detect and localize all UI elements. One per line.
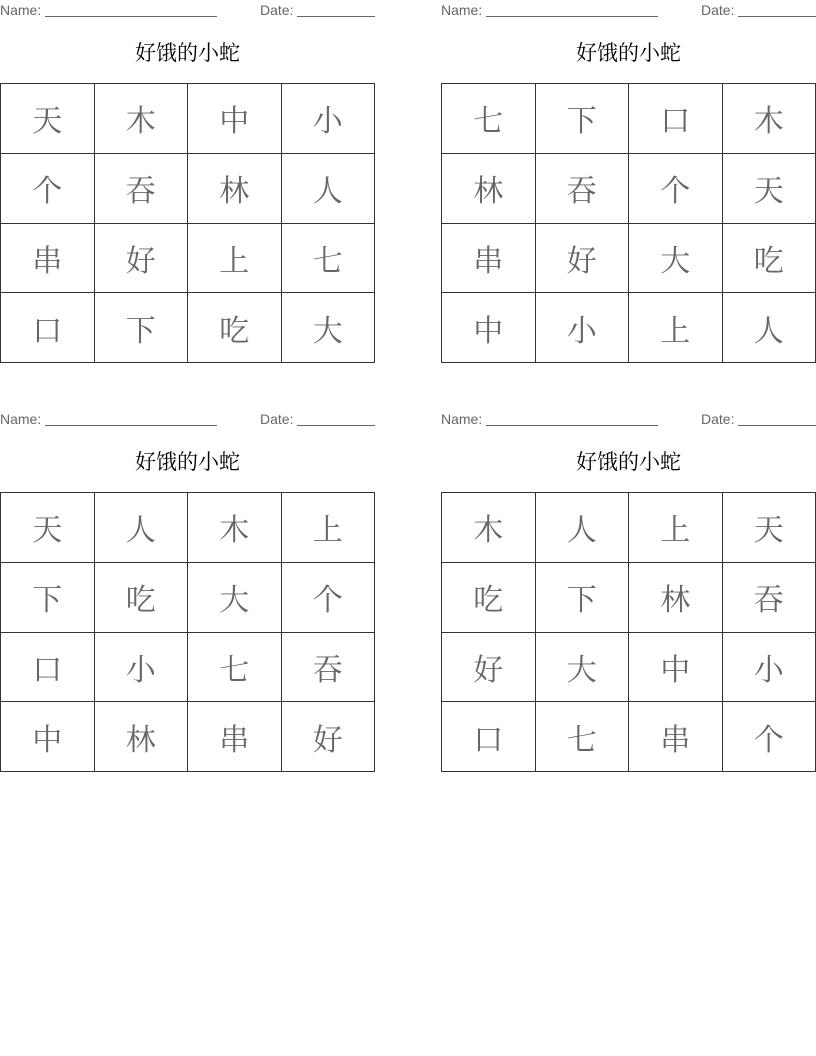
bingo-cell: 个 (1, 154, 95, 224)
date-label: Date: (701, 411, 735, 427)
bingo-cell: 木 (95, 84, 189, 154)
bingo-cell: 下 (536, 84, 630, 154)
date-label: Date: (701, 2, 735, 18)
bingo-grid (0, 492, 375, 772)
bingo-cell: 小 (282, 84, 376, 154)
bingo-cell: 吞 (536, 154, 630, 224)
bingo-cell: 个 (282, 563, 376, 633)
bingo-cell: 上 (629, 493, 723, 563)
name-blank (45, 425, 217, 426)
bingo-cell: 人 (536, 493, 630, 563)
name-label: Name: (441, 411, 483, 427)
bingo-cell: 吞 (282, 633, 376, 703)
name-blank (486, 16, 658, 17)
name-date-header (441, 2, 816, 20)
name-date-header (441, 411, 816, 429)
name-date-header (0, 411, 375, 429)
bingo-cell: 大 (536, 633, 630, 703)
bingo-cell: 串 (1, 224, 95, 294)
bingo-cell: 中 (1, 702, 95, 772)
bingo-cell: 天 (1, 493, 95, 563)
bingo-cell: 中 (442, 293, 536, 363)
bingo-cell: 大 (282, 293, 376, 363)
bingo-cell: 林 (188, 154, 282, 224)
bingo-cell: 林 (442, 154, 536, 224)
date-blank (738, 425, 816, 426)
bingo-cell: 七 (442, 84, 536, 154)
bingo-cell: 上 (282, 493, 376, 563)
bingo-cell: 小 (536, 293, 630, 363)
card-title: 好饿的小蛇 (135, 41, 240, 65)
bingo-cell: 口 (629, 84, 723, 154)
bingo-grid (441, 492, 816, 772)
name-date-header (0, 2, 375, 20)
bingo-cell: 天 (723, 154, 816, 224)
name-blank (486, 425, 658, 426)
name-blank (45, 16, 217, 17)
bingo-cell: 口 (1, 293, 95, 363)
bingo-cell: 吞 (723, 563, 816, 633)
date-blank (297, 425, 375, 426)
bingo-cell: 木 (188, 493, 282, 563)
bingo-cell: 吃 (442, 563, 536, 633)
date-label: Date: (260, 411, 294, 427)
card-title: 好饿的小蛇 (576, 450, 681, 474)
bingo-cell: 下 (95, 293, 189, 363)
bingo-cell: 下 (536, 563, 630, 633)
bingo-cell: 下 (1, 563, 95, 633)
bingo-cell: 林 (629, 563, 723, 633)
date-blank (738, 16, 816, 17)
bingo-cell: 吃 (95, 563, 189, 633)
bingo-cell: 串 (188, 702, 282, 772)
bingo-cell: 好 (95, 224, 189, 294)
bingo-cell: 林 (95, 702, 189, 772)
bingo-cell: 天 (1, 84, 95, 154)
card-title: 好饿的小蛇 (135, 450, 240, 474)
bingo-cell: 好 (282, 702, 376, 772)
name-label: Name: (0, 2, 42, 18)
date-label: Date: (260, 2, 294, 18)
bingo-cell: 上 (188, 224, 282, 294)
bingo-cell: 上 (629, 293, 723, 363)
bingo-cell: 天 (723, 493, 816, 563)
bingo-cell: 吞 (95, 154, 189, 224)
bingo-cell: 大 (629, 224, 723, 294)
bingo-cell: 木 (723, 84, 816, 154)
bingo-cell: 人 (95, 493, 189, 563)
bingo-grid (0, 83, 375, 363)
bingo-grid (441, 83, 816, 363)
name-label: Name: (0, 411, 42, 427)
bingo-cell: 小 (723, 633, 816, 703)
card-title: 好饿的小蛇 (576, 41, 681, 65)
bingo-cell: 七 (536, 702, 630, 772)
bingo-cell: 小 (95, 633, 189, 703)
bingo-cell: 中 (629, 633, 723, 703)
bingo-cell: 口 (1, 633, 95, 703)
name-label: Name: (441, 2, 483, 18)
bingo-cell: 中 (188, 84, 282, 154)
bingo-cell: 吃 (723, 224, 816, 294)
bingo-cell: 串 (629, 702, 723, 772)
bingo-cell: 个 (723, 702, 816, 772)
bingo-cell: 人 (282, 154, 376, 224)
bingo-cell: 七 (282, 224, 376, 294)
bingo-cell: 个 (629, 154, 723, 224)
date-blank (297, 16, 375, 17)
bingo-cell: 木 (442, 493, 536, 563)
bingo-cell: 吃 (188, 293, 282, 363)
bingo-cell: 人 (723, 293, 816, 363)
bingo-cell: 口 (442, 702, 536, 772)
bingo-cell: 七 (188, 633, 282, 703)
bingo-cell: 好 (442, 633, 536, 703)
bingo-cell: 串 (442, 224, 536, 294)
bingo-cell: 大 (188, 563, 282, 633)
bingo-cell: 好 (536, 224, 630, 294)
